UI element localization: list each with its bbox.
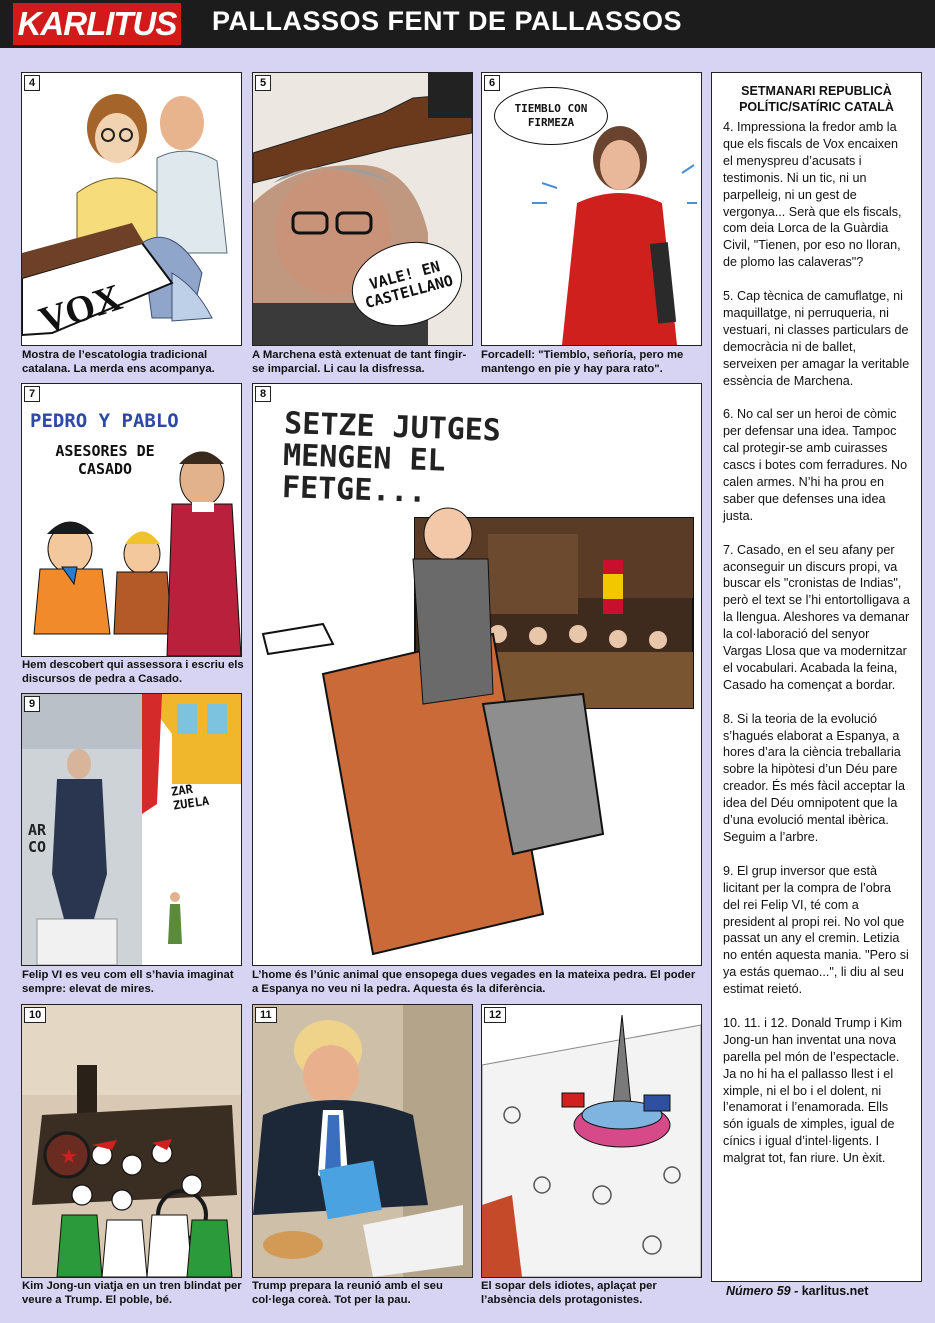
svg-text:★: ★	[60, 1144, 78, 1168]
panel-7	[21, 383, 242, 657]
column-header	[712, 83, 921, 115]
panel-4	[21, 72, 242, 346]
panel-11	[252, 1004, 473, 1278]
karlitus-logo: KARLITUS	[13, 3, 181, 45]
panel-8	[252, 383, 702, 966]
panel-12	[481, 1004, 702, 1278]
panel-7-caption: Hem descobert qui assessora i escriu els discursos de pedra a Casado.	[22, 659, 244, 685]
panel-9	[21, 693, 242, 966]
panel-12-illustration	[482, 1005, 701, 1277]
panel-10-caption: Kim Jong-un viatja en un tren blindat per veure a Trump. El poble, bé.	[22, 1280, 242, 1306]
paragraph-10-12: 10. 11. i 12. Donald Trump i Kim Jong-un han inventat una nova parella pel món de l’espectacle. Ja no hi ha el pallasso llest i el ximple, ni el bo i el dolent, ni l’enamorat i l’enamorada. Ells són iguals de ximples, igual de cínics i igual d’intel·ligents. I malgrat tot, fan riure. Un èxit.	[723, 1015, 902, 1166]
paragraph-7: 7. Casado, en el seu afany per aconseguir un discurs propi, va buscar els "cronistas de Indias", però el text se l’hi entortolligava a la llengua. Aleshores va demanar la col·laboració del senyor Vargas Llosa que va modernitzar el vocabulari. Acabada la feina, Casado ha començat a bordar.	[723, 542, 910, 692]
panel-number: 9	[24, 696, 40, 712]
panel-6	[481, 72, 702, 346]
panel-number: 7	[24, 386, 40, 402]
issue-number: Número 59 -	[726, 1284, 802, 1298]
panel-5-caption: A Marchena està extenuat de tant fingir-se imparcial. Li cau la disfressa.	[252, 349, 467, 375]
panel-number: 12	[484, 1007, 506, 1023]
panel-8-caption: L’home és l’únic animal que ensopega dues vegades en la mateixa pedra. El poder a Espanya no veu ni la pedra. Aquesta és la diferència.	[252, 969, 696, 995]
panel-6-speech-bubble: TIEMBLO CON FIRMEZA	[494, 87, 608, 145]
panel-11-caption: Trump prepara la reunió amb el seu col·lega coreà. Tot per la pau.	[252, 1280, 443, 1306]
page-header	[0, 0, 935, 48]
column-body	[712, 115, 921, 1167]
panel-10-illustration	[22, 1005, 241, 1277]
paragraph-9: 9. El grup inversor que està licitant per la compra de l’obra del rei Felip VI, té com a president al propi rei. No vol que passat un any el cremin. Letizia no entén aquesta mania. "Pero si ya estás quemao...", li diu al seu estimat reietó.	[723, 863, 909, 997]
panel-9-zarzuela-label: ZAR ZUELA	[170, 781, 210, 813]
page-title: PALLASSOS FENT DE PALLASSOS	[212, 6, 683, 36]
paragraph-4: 4. Impressiona la fredor amb la que els fiscals de Vox encaixen el menyspreu d’acusats i testimonis. Ni un tic, ni un parpelleig, ni un gest de vergonya... Serà que els fiscals, com deia Lorca de la Guàrdia Civil, "Tienen, por eso no lloran, de plomo las calaveras"?	[723, 120, 902, 270]
panel-number: 4	[24, 75, 40, 91]
panel-5	[252, 72, 473, 346]
paragraph-5: 5. Cap tècnica de camuflatge, ni maquillatge, ni perruqueria, ni vestuari, ni classes particulars de democràcia ni de ballet, serveixen per amagar la veritable essència de Marchena.	[723, 289, 910, 388]
panel-4-caption: Mostra de l’escatologia tradicional catalana. La merda ens acompanya.	[22, 349, 215, 375]
panel-number: 10	[24, 1007, 46, 1023]
paragraph-8: 8. Si la teoria de la evolució s’hagués elaborat a Espanya, a hores d’ara la ciència treballaria sobre la hipòtesi d’un Déu pare creador. És més fàcil acceptar la idea del Déu omnipotent que la d’una evolució mental ibèrica. Seguim a l’arbre.	[723, 711, 905, 844]
column-header-line-1: SETMANARI REPUBLICÀ	[741, 84, 892, 98]
vox-sign-text: VOX	[34, 276, 127, 343]
panel-12-caption: El sopar dels idiotes, aplaçat per l’absència dels protagonistes.	[481, 1280, 657, 1306]
panel-number: 5	[255, 75, 271, 91]
panel-5-speech-bubble: VALE! EN CASTELLANO	[342, 230, 471, 338]
panel-7-lettering-bottom: ASESORES DE CASADO	[55, 442, 155, 478]
editorial-column	[711, 72, 922, 1282]
panel-9-caption: Felip VI es veu com ell s’havia imaginat sempre: elevat de mires.	[22, 969, 234, 995]
panel-10	[21, 1004, 242, 1278]
column-header-line-2: POLÍTIC/SATÍRIC CATALÀ	[739, 100, 894, 114]
panel-11-illustration	[253, 1005, 472, 1277]
site-link[interactable]: karlitus.net	[801, 1284, 869, 1298]
panel-number: 11	[255, 1007, 277, 1023]
panel-number: 6	[484, 75, 500, 91]
panel-9-arco-label: AR CO	[28, 821, 47, 856]
paragraph-6: 6. No cal ser un heroi de còmic per defensar una idea. Tampoc cal protegir-se amb cuirasses cascs i botes com ferradures. No calen armes. N’hi ha prou en saber que defenses una idea justa.	[723, 407, 908, 523]
panel-6-caption: Forcadell: "Tiemblo, señoría, pero me mantengo en pie y hay para rato".	[481, 349, 684, 375]
issue-footer	[726, 1284, 868, 1298]
panel-7-lettering-top: PEDRO Y PABLO	[30, 410, 179, 432]
vox-sign	[22, 73, 241, 345]
panel-8-lettering: SETZE JUTGES MENGEN EL FETGE...	[281, 406, 502, 510]
panel-number: 8	[255, 386, 271, 402]
